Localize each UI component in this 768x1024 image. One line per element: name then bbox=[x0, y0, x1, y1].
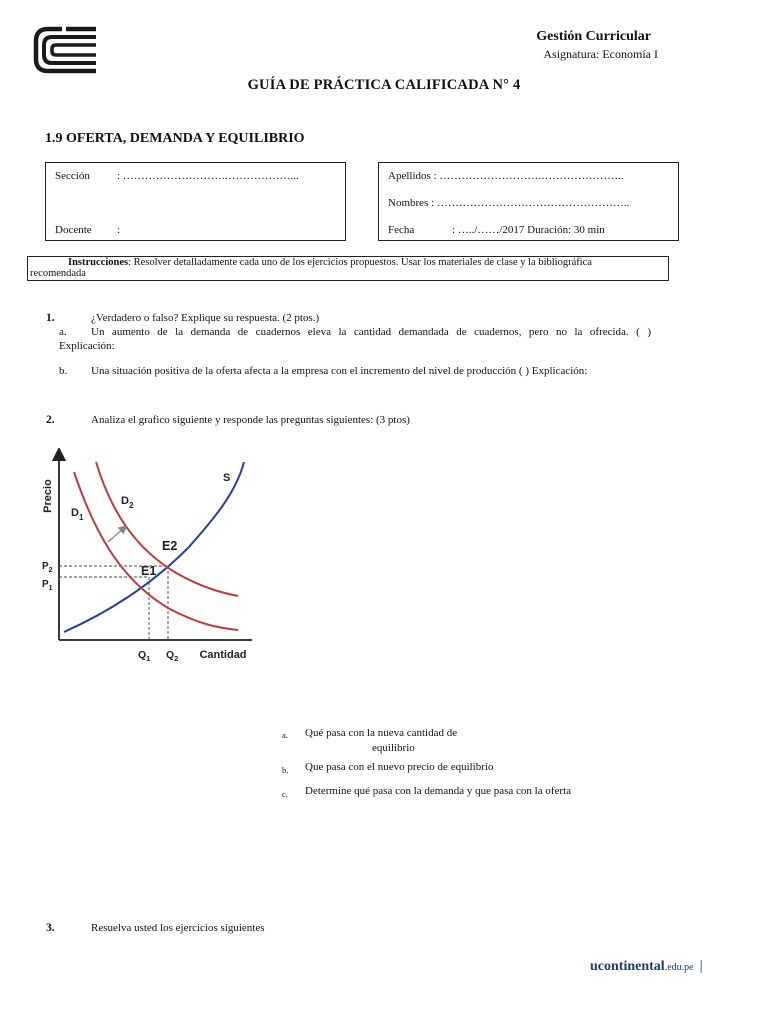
tick-label-q1: $Q_1$ bbox=[138, 649, 151, 663]
q3-number: 3. bbox=[46, 922, 55, 934]
q2b-letter: b. bbox=[282, 765, 289, 775]
tick-label-q2: $Q_2$ bbox=[166, 649, 179, 663]
q2-text: Analiza el grafico siguiente y responde las preguntas siguientes: (3 ptos) bbox=[91, 414, 410, 426]
q1-text: ¿Verdadero o falso? Explique su respuesta. (2 ptos.) bbox=[91, 312, 320, 324]
curve-label-d1: $D_1$ bbox=[71, 507, 84, 522]
point-label-e2: E2 bbox=[162, 539, 178, 553]
q1-number: 1. bbox=[46, 312, 55, 324]
x-axis-label: Cantidad bbox=[199, 649, 247, 661]
tick-label-p1: $P_1$ bbox=[42, 579, 53, 592]
section-title: 1.9 OFERTA, DEMANDA Y EQUILIBRIO bbox=[45, 131, 305, 146]
document-title: GUÍA DE PRÁCTICA CALIFICADA N° 4 bbox=[247, 77, 521, 93]
q1a-text: Un aumento de la demanda de cuadernos eleva la cantidad demandada de cuadernos, pero no la ofrecida. ( ) bbox=[91, 326, 651, 338]
curve-label-d2: $D_2$ bbox=[121, 495, 134, 510]
q3-text: Resuelva usted los ejercicios siguientes bbox=[91, 922, 265, 934]
header-title: Gestión Curricular bbox=[536, 29, 651, 44]
footer-bar: | bbox=[699, 958, 703, 974]
instructions-box bbox=[27, 256, 669, 281]
q1a-letter: a. bbox=[59, 326, 67, 338]
ucontinental-logo bbox=[32, 26, 100, 74]
supply-curve-s bbox=[64, 462, 244, 632]
student-info-box-left bbox=[45, 162, 346, 241]
demand-curve-d1 bbox=[74, 472, 238, 630]
q2-number: 2. bbox=[46, 414, 55, 426]
header-subtitle: Asignatura: Economía I bbox=[543, 47, 658, 61]
instructions-text: : Resolver detalladamente cada uno de los ejercicios propuestos. Usar los materiales de clase y la bibliográfica bbox=[128, 257, 592, 268]
docente-field[interactable]: : bbox=[117, 224, 121, 236]
demand-shift-arrow bbox=[108, 528, 124, 542]
docente-label: Docente bbox=[55, 224, 92, 236]
seccion-label: Sección bbox=[55, 170, 90, 182]
q2a-letter: a. bbox=[282, 730, 288, 740]
curve-label-s: S bbox=[223, 472, 231, 484]
q2b-text: Que pasa con el nuevo precio de equilibrio bbox=[305, 761, 494, 773]
point-label-e1: E1 bbox=[141, 564, 157, 578]
fecha-field[interactable]: : …../……/2017 Duración: 30 min bbox=[452, 224, 605, 236]
q1a-explanation: Explicación: bbox=[59, 340, 115, 352]
q1b-letter: b. bbox=[59, 365, 68, 377]
instructions-text-continued: recomendada bbox=[30, 268, 86, 279]
footer-brand bbox=[590, 958, 703, 975]
y-axis-label: Precio bbox=[42, 479, 54, 513]
footer-domain: .edu.pe bbox=[664, 962, 694, 973]
supply-demand-chart bbox=[38, 448, 260, 670]
seccion-field[interactable]: : ……………………….………………... bbox=[117, 170, 299, 182]
student-info-box-right bbox=[378, 162, 679, 241]
fecha-label: Fecha bbox=[388, 224, 415, 236]
tick-label-p2: $P_2$ bbox=[42, 561, 53, 574]
q2c-letter: c. bbox=[282, 789, 288, 799]
instructions-label: Instrucciones bbox=[68, 257, 129, 268]
nombres-field[interactable]: Nombres : …………………………………………….. bbox=[388, 197, 630, 209]
apellidos-field[interactable]: Apellidos : ……………………….………………….. bbox=[388, 170, 624, 182]
q2a-text-line1: Qué pasa con la nueva cantidad de bbox=[305, 727, 458, 739]
q1b-text: Una situación positiva de la oferta afecta a la empresa con el incremento del nivel de producción ( ) Explicación: bbox=[91, 365, 588, 377]
demand-curve-d2 bbox=[96, 462, 238, 596]
footer-brand-name: ucontinental bbox=[590, 959, 665, 974]
q2c-text: Determine qué pasa con la demanda y que pasa con la oferta bbox=[305, 785, 572, 797]
q2a-text-line2: equilibrio bbox=[372, 742, 415, 754]
